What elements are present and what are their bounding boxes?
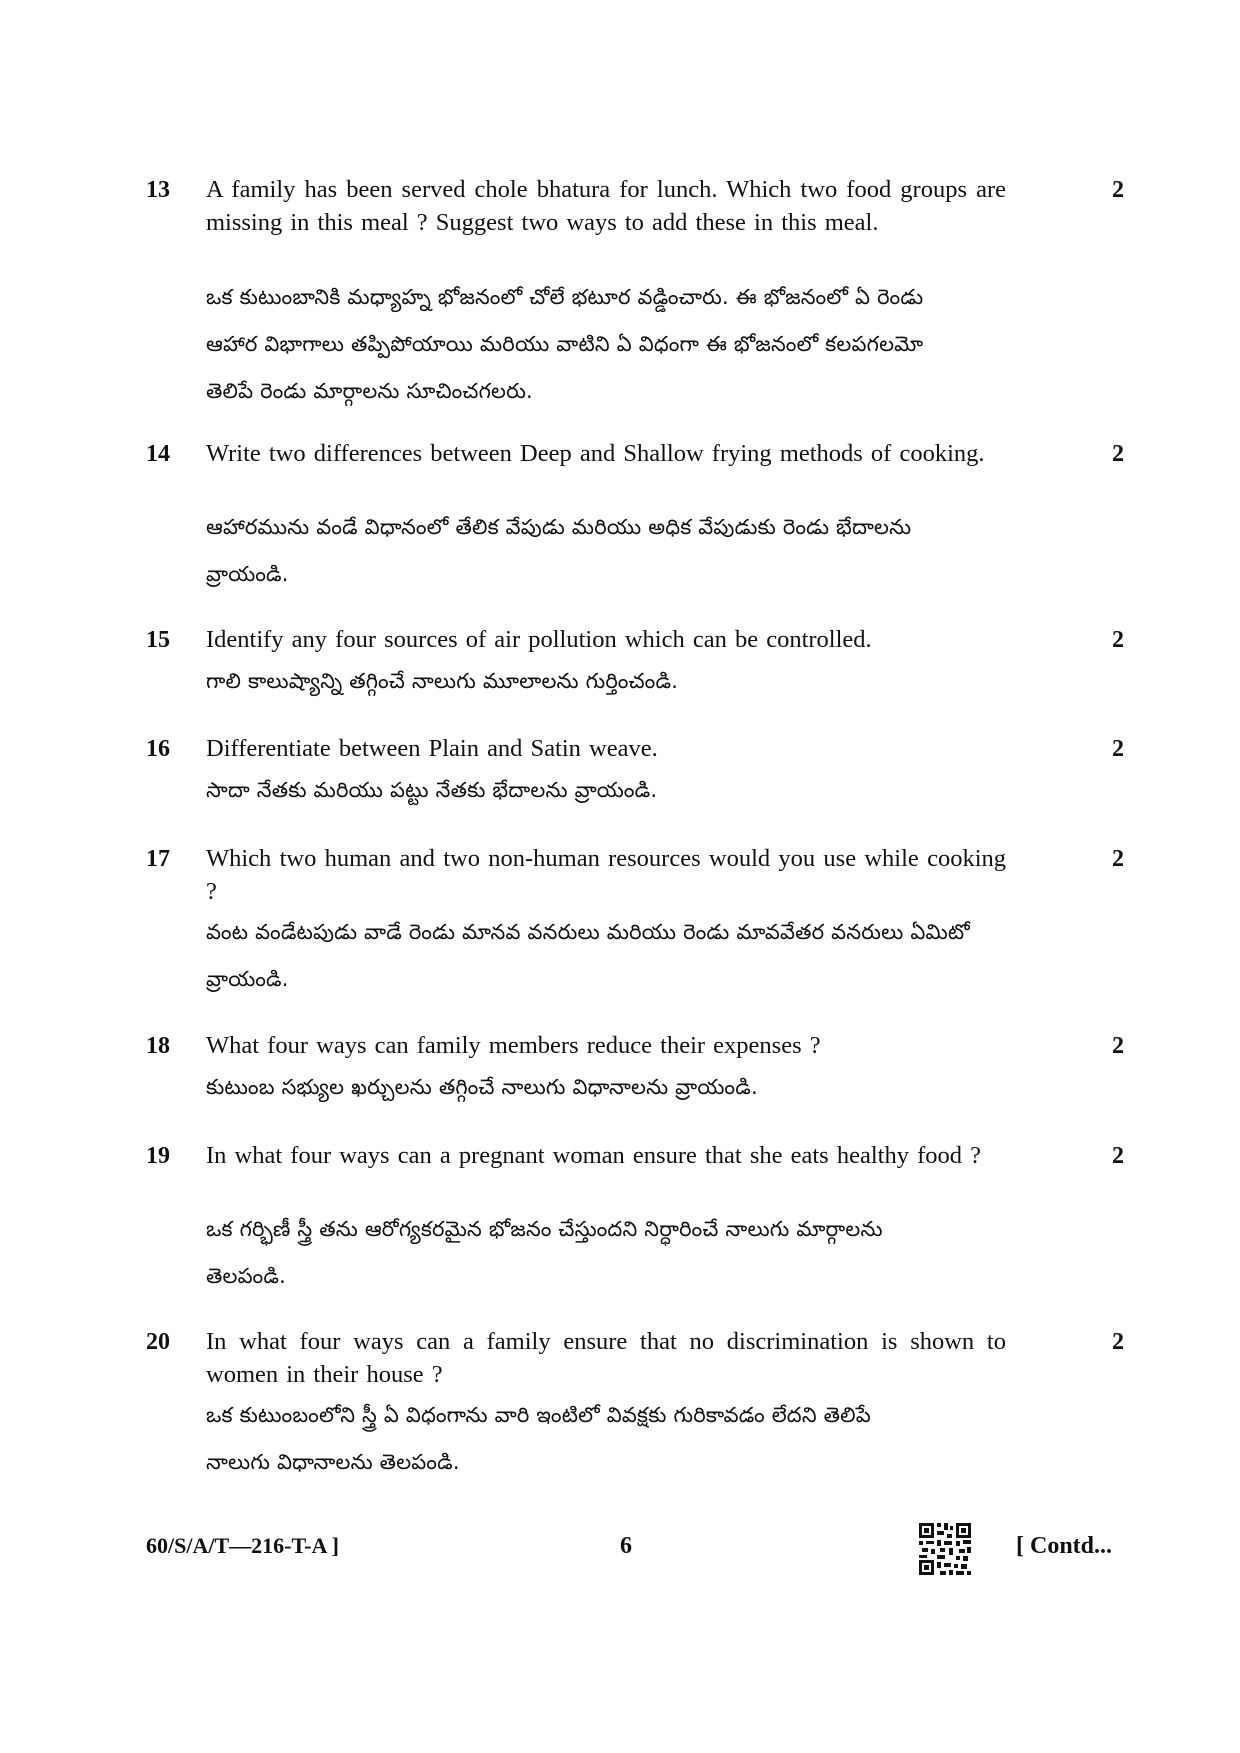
page-footer <box>0 1530 1240 1590</box>
question-text-telugu <box>206 909 1066 1003</box>
telugu-line: తెలిపే రెండు మార్గాలను సూచించగలరు. <box>206 379 533 403</box>
question-text-english: Identify any four sources of air pollution which can be controlled. <box>206 626 872 653</box>
question-text-telugu <box>206 504 1066 598</box>
question-marks: 2 <box>1112 736 1124 762</box>
question-number: 15 <box>146 627 170 653</box>
question-text-telugu <box>206 658 1066 705</box>
question-text-english: In what four ways can a pregnant woman ensure that she eats healthy food ? <box>206 1142 981 1169</box>
question-number: 18 <box>146 1033 170 1059</box>
telugu-line: నాలుగు విధానాలను తెలపండి. <box>206 1450 460 1474</box>
question-text-english: Which two human and two non-human resources would you use while cooking ? <box>206 845 1006 905</box>
question-marks: 2 <box>1112 177 1124 203</box>
question-number: 13 <box>146 177 170 203</box>
question-text-telugu <box>206 1392 1066 1486</box>
question-text-telugu <box>206 1064 1066 1111</box>
question-text-english: Write two differences between Deep and Shallow frying methods of cooking. <box>206 440 985 467</box>
question-number: 16 <box>146 736 170 762</box>
paper-code: 60/S/A/T—216-T-A ] <box>146 1533 339 1558</box>
question-text-english: In what four ways can a family ensure that no discrimination is shown to women in their house ? <box>206 1328 1006 1388</box>
question-marks: 2 <box>1112 1033 1124 1059</box>
question-number: 19 <box>146 1143 170 1169</box>
telugu-line: సాదా నేతకు మరియు పట్టు నేతకు భేదాలను వ్రాయండి. <box>206 778 658 802</box>
question-text-telugu <box>206 274 1066 415</box>
telugu-line: ఒక కుటుంబంలోని స్త్రీ ఏ విధంగాను వారి ఇంటిలో వివక్షకు గురికావడం లేదని తెలిపే <box>206 1403 871 1427</box>
question-number: 17 <box>146 846 170 872</box>
telugu-line: తెలపండి. <box>206 1264 287 1288</box>
telugu-line: వ్రాయండి. <box>206 967 289 991</box>
qr-code-icon <box>918 1522 972 1576</box>
telugu-line: వ్రాయండి. <box>206 562 289 586</box>
question-text-english: A family has been served chole bhatura for lunch. Which two food groups are missing in this meal ? Suggest two ways to add these in this meal. <box>206 176 1006 236</box>
question-marks: 2 <box>1112 846 1124 872</box>
question-number: 20 <box>146 1329 170 1355</box>
telugu-line: గాలి కాలుష్యాన్ని తగ్గించే నాలుగు మూలాలను గుర్తించండి. <box>206 669 679 693</box>
question-marks: 2 <box>1112 441 1124 467</box>
question-marks: 2 <box>1112 1329 1124 1355</box>
question-marks: 2 <box>1112 1143 1124 1169</box>
telugu-line: వంట వండేటపుడు వాడే రెండు మానవ వనరులు మరియు రెండు మావవేతర వనరులు ఏమిటో <box>206 920 970 944</box>
page-number: 6 <box>620 1533 632 1559</box>
question-marks: 2 <box>1112 627 1124 653</box>
question-text-english: Differentiate between Plain and Satin weave. <box>206 735 658 762</box>
question-text-telugu <box>206 1206 1066 1300</box>
question-number: 14 <box>146 441 170 467</box>
telugu-line: కుటుంబ సభ్యుల ఖర్చులను తగ్గించే నాలుగు విధానాలను వ్రాయండి. <box>206 1075 758 1099</box>
continued-label: [ Contd... <box>1016 1533 1113 1559</box>
telugu-line: ఆహార విభాగాలు తప్పిపోయాయి మరియు వాటిని ఏ విధంగా ఈ భోజనంలో కలపగలమో <box>206 332 924 356</box>
telugu-line: ఒక కుటుంబానికి మధ్యాహ్న భోజనంలో చోలే భటూర వడ్డించారు. ఈ భోజనంలో ఏ రెండు <box>206 285 924 309</box>
question-text-telugu <box>206 767 1066 814</box>
question-text-english: What four ways can family members reduce their expenses ? <box>206 1032 821 1059</box>
telugu-line: ఆహారమును వండే విధానంలో తేలిక వేపుడు మరియు అధిక వేపుడుకు రెండు భేదాలను <box>206 515 912 539</box>
telugu-line: ఒక గర్భిణీ స్త్రీ తను ఆరోగ్యకరమైన భోజనం చేస్తుందని నిర్ధారించే నాలుగు మార్గాలను <box>206 1217 883 1241</box>
